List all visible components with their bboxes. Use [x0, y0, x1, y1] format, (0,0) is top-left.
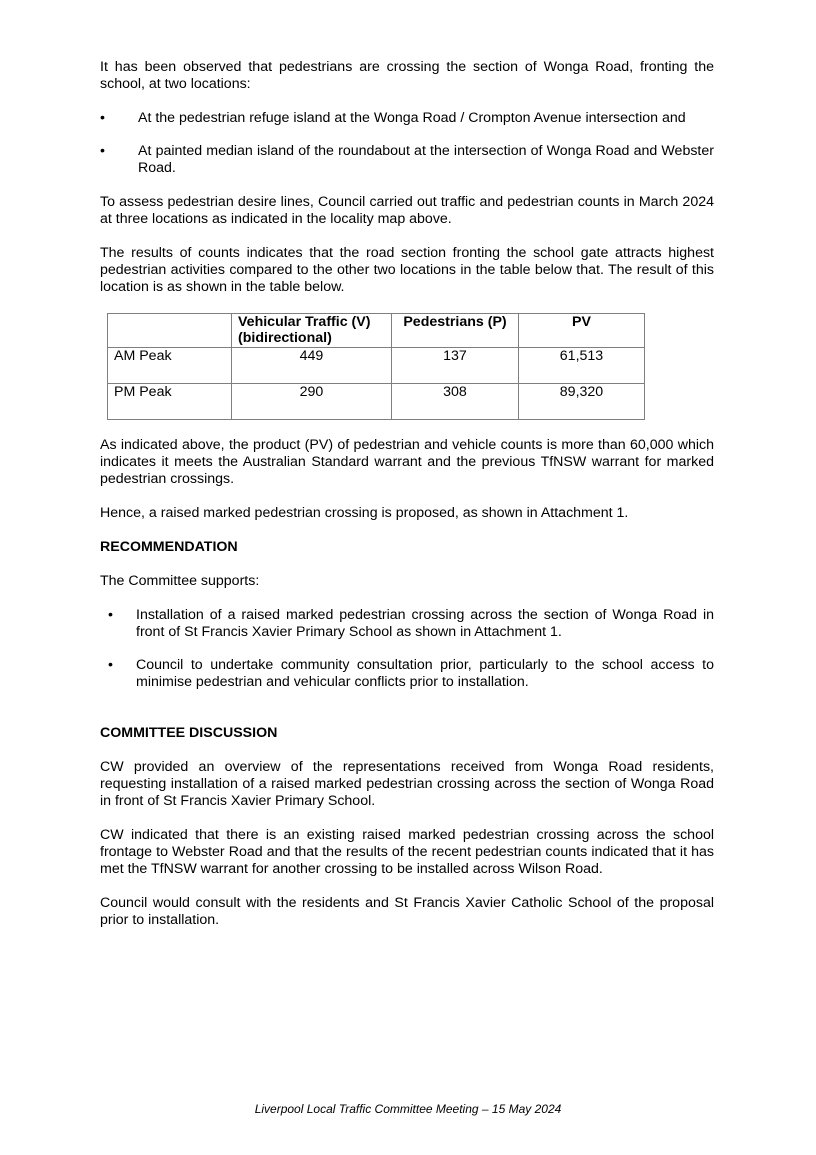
discussion-paragraph: Council would consult with the residents and St Francis Xavier Catholic School of the proposal prior to installation.	[100, 895, 714, 928]
table-cell: 61,513	[519, 348, 645, 384]
intro-paragraph: It has been observed that pedestrians are crossing the section of Wonga Road, fronting the school, at two locations:	[100, 59, 714, 92]
table-row	[108, 384, 645, 420]
table-cell: 290	[232, 384, 392, 420]
list-item	[100, 143, 714, 177]
page-footer: Liverpool Local Traffic Committee Meeting – 15 May 2024	[254, 1102, 562, 1116]
table-header-cell	[108, 314, 232, 348]
discussion-heading: COMMITTEE DISCUSSION	[100, 725, 278, 741]
bullet-icon: •	[108, 607, 113, 623]
table-cell: PM Peak	[108, 384, 232, 420]
table-header-row	[108, 314, 645, 348]
table-cell: AM Peak	[108, 348, 232, 384]
recommendation-list	[100, 607, 714, 691]
bullet-icon: •	[100, 110, 105, 126]
table-cell: 89,320	[519, 384, 645, 420]
bullet-icon: •	[108, 657, 113, 673]
discussion-paragraph: CW provided an overview of the representations received from Wonga Road residents, requesting installation of a raised marked pedestrian crossing across the section of Wonga Road in front of St Francis Xavier Primary School.	[100, 759, 714, 809]
table-cell: 308	[392, 384, 519, 420]
list-item-text: At painted median island of the roundabout at the intersection of Wonga Road and Webster Road.	[138, 143, 714, 176]
table-row	[108, 348, 645, 384]
discussion-paragraph: CW indicated that there is an existing raised marked pedestrian crossing across the school frontage to Webster Road and that the results of the recent pedestrian counts indicated that it has met the TfNSW warrant for another crossing to be installed across Wilson Road.	[100, 827, 714, 877]
list-item	[100, 607, 714, 641]
crossing-locations-list	[100, 110, 714, 177]
list-item	[100, 657, 714, 691]
product-paragraph: As indicated above, the product (PV) of pedestrian and vehicle counts is more than 60,000 which indicates it meets the Australian Standard warrant and the previous TfNSW warrant for marked pedestrian crossings.	[100, 437, 714, 487]
counts-table	[107, 313, 645, 420]
recommendation-heading: RECOMMENDATION	[100, 539, 238, 555]
list-item-text: Council to undertake community consultation prior, particularly to the school access to minimise pedestrian and vehicular conflicts prior to installation.	[136, 657, 714, 690]
table-cell: 449	[232, 348, 392, 384]
results-paragraph: The results of counts indicates that the road section fronting the school gate attracts highest pedestrian activities compared to the other two locations in the table below that. The result of this location is as shown in the table below.	[100, 245, 714, 295]
table-cell: 137	[392, 348, 519, 384]
table-header-cell: Vehicular Traffic (V) (bidirectional)	[232, 314, 392, 348]
assessment-paragraph: To assess pedestrian desire lines, Council carried out traffic and pedestrian counts in March 2024 at three locations as indicated in the locality map above.	[100, 194, 714, 227]
document-body	[100, 59, 714, 946]
recommendation-intro: The Committee supports:	[100, 573, 260, 589]
list-item	[100, 110, 714, 127]
list-item-text: At the pedestrian refuge island at the Wonga Road / Crompton Avenue intersection and	[138, 110, 686, 126]
proposal-paragraph: Hence, a raised marked pedestrian crossing is proposed, as shown in Attachment 1.	[100, 505, 629, 521]
bullet-icon: •	[100, 143, 105, 159]
table-header-cell: PV	[519, 314, 645, 348]
list-item-text: Installation of a raised marked pedestrian crossing across the section of Wonga Road in front of St Francis Xavier Primary School as shown in Attachment 1.	[136, 607, 714, 640]
table-header-cell: Pedestrians (P)	[392, 314, 519, 348]
